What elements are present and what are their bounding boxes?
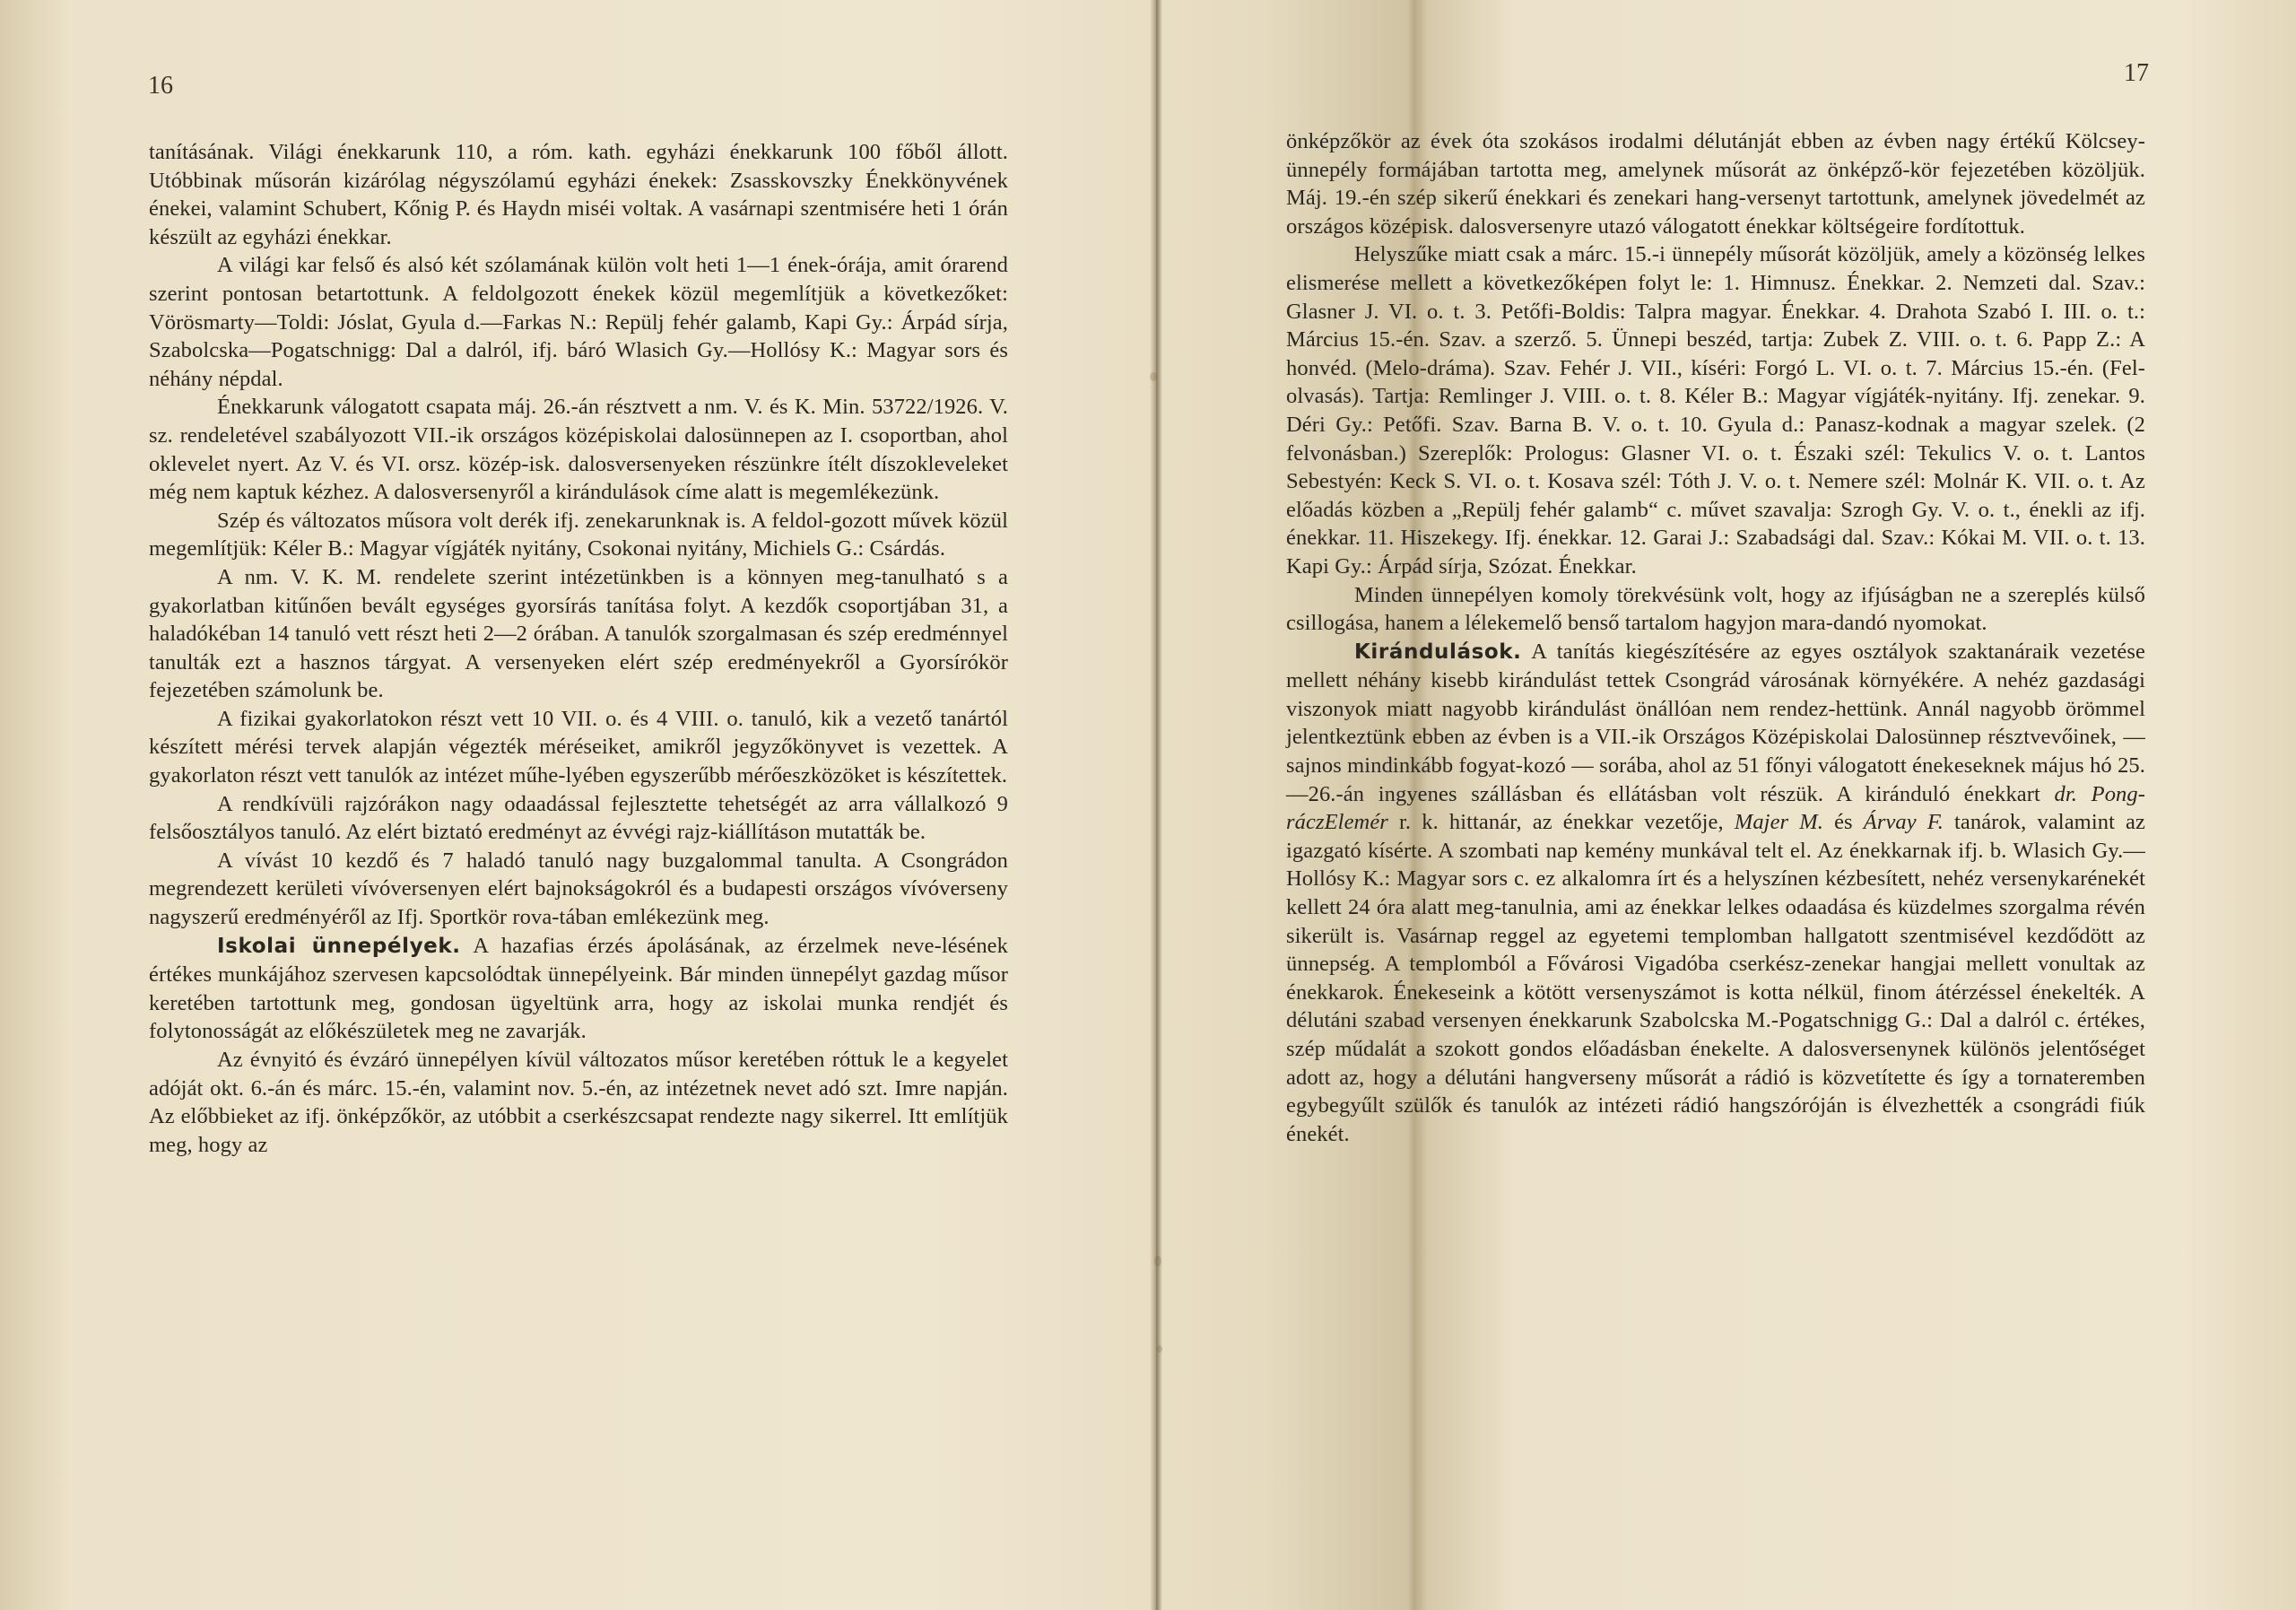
paragraph: Helyszűke miatt csak a márc. 15.-i ünnepély műsorát közöljük, amely a közönség lelkes elismerése mellett a következőképen folyt le: 1. Himnusz. Énekkar. 2. Nemzeti dal. Szav.: Glasner J. VI. o. t. 3. Petőfi-Boldis: Talpra magyar. Énekkar. 4. Drahota Szabó I. III. o. t.: Március 15.-én. Szav. a szerző. 5. Ünnepi beszéd, tartja: Zubek Z. VIII. o. t. 6. Papp Z.: A honvéd. (Melo-dráma). Szav. Fehér J. VII., kíséri: Forgó L. VI. o. t. 7. Március 15.-én. (Fel-olvasás). Tartja: Remlinger J. VIII. o. t. 8. Kéler B.: Magyar vígjáték-nyitány. Ifj. zenekar. 9. Déri Gy.: Petőfi. Szav. Barna B. V. o. t. 10. Gyula d.: Panasz-kodnak a magyar szelek. (2 felvonásban.) Szereplők: Prologus: Glasner VI. o. t. Északi szél: Tekulics V. o. t. Lantos Sebestyén: Keck S. VI. o. t. Kosava szél: Tóth J. V. o. t. Nemere szél: Molnár K. VII. o. t. Az előadás közben a „Repülj fehér galamb“ c. művet szavalja: Szrogh Gy. V. o. t., énekli az ifj. énekkar. 11. Hiszekegy. Ifj. énekkar. 12. Garai J.: Szabadsági dal. Szav.: Kókai M. VII. o. t. 13. Kapi Gy.: Árpád sírja, Szózat. Énekkar.: [1286, 242, 2145, 579]
paragraph: Szép és változatos műsora volt derék ifj. zenekarunknak is. A feldol-gozott művek közül megemlítjük: Kéler B.: Magyar vígjáték nyitány, Csokonai nyitány, Michiels G.: Csárdás.: [149, 508, 1008, 561]
italic-name: Árvay F.: [1863, 810, 1944, 835]
paragraph: önképzőkör az évek óta szokásos irodalmi délutánját ebben az évben nagy értékű Kölcsey-ünnepély formájában tartotta meg, amelynek műsorát az önképző-kör fejezetében közöljük. Máj. 19.-én szép sikerű énekkari és zenekari hang-versenyt tartottunk, amelynek jövedelmét az országos középisk. dalosversenyre utazó válogatott énekkar költségeire fordítottuk.: [1286, 129, 2145, 239]
paragraph: A nm. V. K. M. rendelete szerint intézetünkben is a könnyen meg-tanulható s a gyakorlatban kitűnően bevált egységes gyorsírás tanítása folyt. A kezdők csoportjában 31, a haladókéban 14 tanuló vett részt heti 2—2 órában. A tanulók szorgalmasan és szép eredménnyel tanulták ezt a hasznos tárgyat. A versenyeken elért szép eredményekről a Gyorsírókör fejezetében számolunk be.: [149, 564, 1008, 703]
paragraph: A világi kar felső és alsó két szólamának külön volt heti 1—1 ének-órája, amit órarend szerint pontosan betartottunk. A feldolgozott énekek közül megemlítjük a következőket: Vörösmarty—Toldi: Jóslat, Gyula d.—Farkas N.: Repülj fehér galamb, Kapi Gy.: Árpád sírja, Szabolcska—Pogatschnigg: Dal a dalról, ifj. báró Wlasich Gy.—Hollósy K.: Magyar sors és néhány népdal.: [149, 253, 1008, 391]
section-heading: Kirándulások.: [1354, 640, 1522, 664]
left-page-text: [149, 138, 1008, 1159]
book-gutter: [1150, 0, 1162, 1610]
section-heading: Iskolai ünnepélyek.: [217, 934, 461, 958]
italic-name: Majer M.: [1734, 810, 1823, 835]
paragraph-text: és: [1823, 810, 1864, 835]
paragraph: A rendkívüli rajzórákon nagy odaadással fejlesztette tehetségét az arra vállalkozó 9 felsőosztályos tanuló. Az elért biztató eredményt az évvégi rajz-kiállításon mutatták be.: [149, 791, 1008, 845]
paragraph: Minden ünnepélyen komoly törekvésünk volt, hogy az ifjúságban ne a szereplés külső csillogása, hanem a lélekemelő benső tartalom hagyjon mara-dandó nyomokat.: [1286, 582, 2145, 636]
page-number: 17: [2124, 59, 2149, 87]
right-page-text: [1286, 127, 2145, 1148]
paper-stain: [1157, 1345, 1162, 1353]
paragraph: A vívást 10 kezdő és 7 haladó tanuló nagy buzgalommal tanulta. A Csongrádon megrendezett kerületi vívóversenyen elért bajnokságokról és a budapesti országos vívóverseny nagyszerű eredményéről az Ifj. Sportkör rova-tában emlékezünk meg.: [149, 848, 1008, 930]
paragraph-text: r. k. hittanár, az énekkar vezetője,: [1387, 810, 1735, 835]
paragraph: [149, 932, 1008, 1046]
paragraph-text: tanárok, valamint az igazgató kísérte. A szombati nap kemény munkával telt el. Az énekkarnak ifj. b. Wlasich Gy.—Hollósy K.: Magyar sors c. ez alkalomra írt és a helyszínen kézbesített, nehéz versenykarénekét kellett 24 óra alatt meg-tanulnia, ami az énekkar lelkes odaadása és küzdelmes szorgalma révén sikerült is. Vasárnap reggel az egyetemi templomban hallgatott szentmisével kezdődött az ünnepség. A templomból a Fővárosi Vigadóba cserkész-zenekar hangjai mellett vonultak az énekkarok. Énekeseink a kötött versenyszámot is kotta nélkül, finom átérzéssel énekelték. A délutáni szabad versenyen énekkarunk Szabolcska M.-Pogatschnigg G.: Dal a dalról c. értékes, szép műdalát a szokott gondos előadásban énekelte. A dalosversenynek különös jelentőséget adott az, hogy a délutáni hangverseny műsorát a rádió is közvetítette és így a tornateremben egybegyűlt szülők és tanulók az intézeti rádió hangszóróján is élvezhették a csongrádi fiúk énekét.: [1286, 810, 2146, 1146]
right-page: [1162, 0, 2296, 1610]
paragraph: A fizikai gyakorlatokon részt vett 10 VII. o. és 4 VIII. o. tanuló, kik a vezető tanártól készített mérési tervek alapján végezték méréseiket, amikről jegyzőkönyvet is vezettek. A gyakorlaton részt vett tanulók az intézet műhe-lyében egyszerűbb mérőeszközöket is készítettek.: [149, 706, 1008, 788]
paper-stain: [1154, 1256, 1161, 1266]
paragraph: Az évnyitó és évzáró ünnepélyen kívül változatos műsor keretében róttuk le a kegyelet adóját okt. 6.-án és márc. 15.-én, valamint nov. 5.-én, az intézetnek nevet adó szt. Imre napján. Az előbbieket az ifj. önképzőkör, az utóbbit a cserkészcsapat rendezte nagy sikerrel. Itt említjük meg, hogy az: [149, 1048, 1008, 1157]
italic-name: dr. Pong-ráczElemér: [1286, 781, 2145, 835]
page-number: 16: [148, 72, 173, 100]
paper-stain: [1150, 372, 1157, 381]
paragraph: Énekkarunk válogatott csapata máj. 26.-án résztvett a nm. V. és K. Min. 53722/1926. V. sz. rendeletével szabályozott VII.-ik országos középiskolai dalosünnepen az I. csoportban, ahol oklevelet nyert. Az V. és VI. orsz. közép-isk. dalosversenyeken részünkre ítélt díszokleveleket még nem kaptuk kézhez. A dalosversenyről a kirándulások címe alatt is megemlékezünk.: [149, 395, 1008, 505]
paragraph: [1286, 638, 2145, 1149]
paragraph: tanításának. Világi énekkarunk 110, a róm. kath. egyházi énekkarunk 100 főből állott. Utóbbinak műsorán kizárólag négyszólamú egyházi énekek: Zsasskovszky Énekkönyvének énekei, valamint Schubert, Kőnig P. és Haydn miséi voltak. A vasárnapi szentmisére heti 1 órán készült az egyházi énekkar.: [149, 140, 1008, 249]
paragraph-text: A tanítás kiegészítésére az egyes osztályok szaktanáraik vezetése mellett néhány kisebb kirándulást tettek Csongrád városának környékére. A nehéz gazdasági viszonyok miatt nagyobb kirándulást önállóan nem rendez-hettünk. Annál nagyobb örömmel jelentkeztünk ebben az évben is a VII.-ik Országos Középiskolai Dalosünnep résztvevőinek, — sajnos mindinkább fogyat-kozó — sorába, ahol az 51 főnyi válogatott énekeseknek május hó 25.—26.-án ingyenes szállásban és ellátásban volt részük. A kiránduló énekkart: [1286, 639, 2145, 806]
paragraph-text: A hazafias érzés ápolásának, az érzelmek neve-lésének értékes munkájához szervesen kapcsolódtak ünnepélyeink. Bár minden ünnepélyt gazdag műsor keretében tartottunk meg, gondosan ügyeltünk arra, hogy az iskolai munka rendjét és folytonosságát az előkészületek meg ne zavarják.: [149, 933, 1008, 1044]
